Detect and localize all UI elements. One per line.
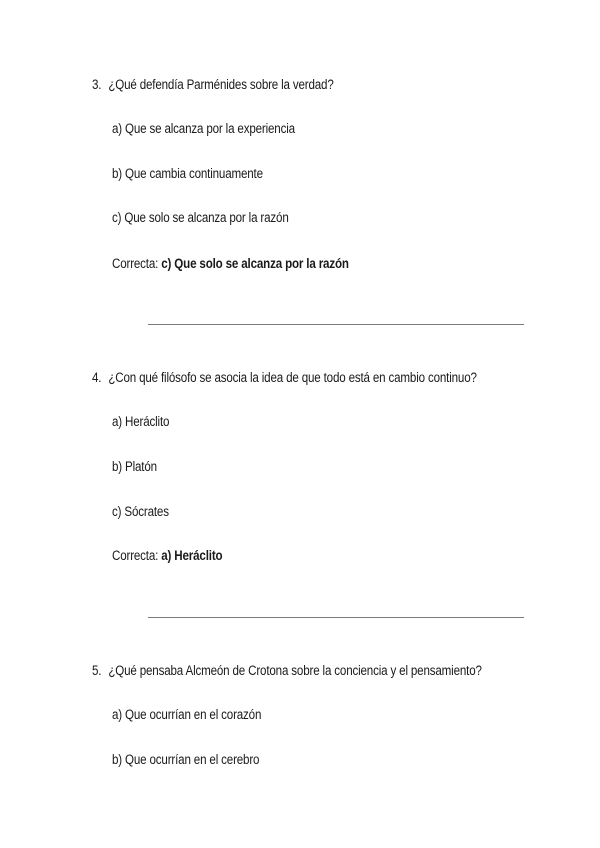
question-text: ¿Qué pensaba Alcmeón de Crotona sobre la conciencia y el pensamiento?: [108, 663, 482, 678]
question-5-title: [92, 663, 482, 678]
question-4-option-a: a) Heráclito: [112, 414, 170, 429]
answer-value: a) Heráclito: [161, 548, 223, 563]
question-4-answer: [112, 548, 222, 563]
question-number: 3.: [92, 77, 102, 92]
answer-label: Correcta:: [112, 548, 159, 563]
section-divider: [148, 324, 524, 325]
question-5-option-b: b) Que ocurrían en el cerebro: [112, 752, 260, 767]
question-text: ¿Con qué filósofo se asocia la idea de que todo está en cambio continuo?: [108, 370, 477, 385]
question-text: ¿Qué defendía Parménides sobre la verdad?: [108, 77, 334, 92]
question-3-option-c: c) Que solo se alcanza por la razón: [112, 210, 289, 225]
question-number: 5.: [92, 663, 102, 678]
section-divider: [148, 617, 524, 618]
question-3-option-a: a) Que se alcanza por la experiencia: [112, 121, 295, 136]
question-5-option-a: a) Que ocurrían en el corazón: [112, 707, 262, 722]
answer-label: Correcta:: [112, 256, 159, 271]
question-4-option-c: c) Sócrates: [112, 504, 169, 519]
question-number: 4.: [92, 370, 102, 385]
answer-value: c) Que solo se alcanza por la razón: [161, 256, 349, 271]
question-3-title: [92, 77, 334, 92]
question-4-title: [92, 370, 477, 385]
question-3-option-b: b) Que cambia continuamente: [112, 166, 263, 181]
question-4-option-b: b) Platón: [112, 459, 157, 474]
question-3-answer: [112, 256, 349, 271]
